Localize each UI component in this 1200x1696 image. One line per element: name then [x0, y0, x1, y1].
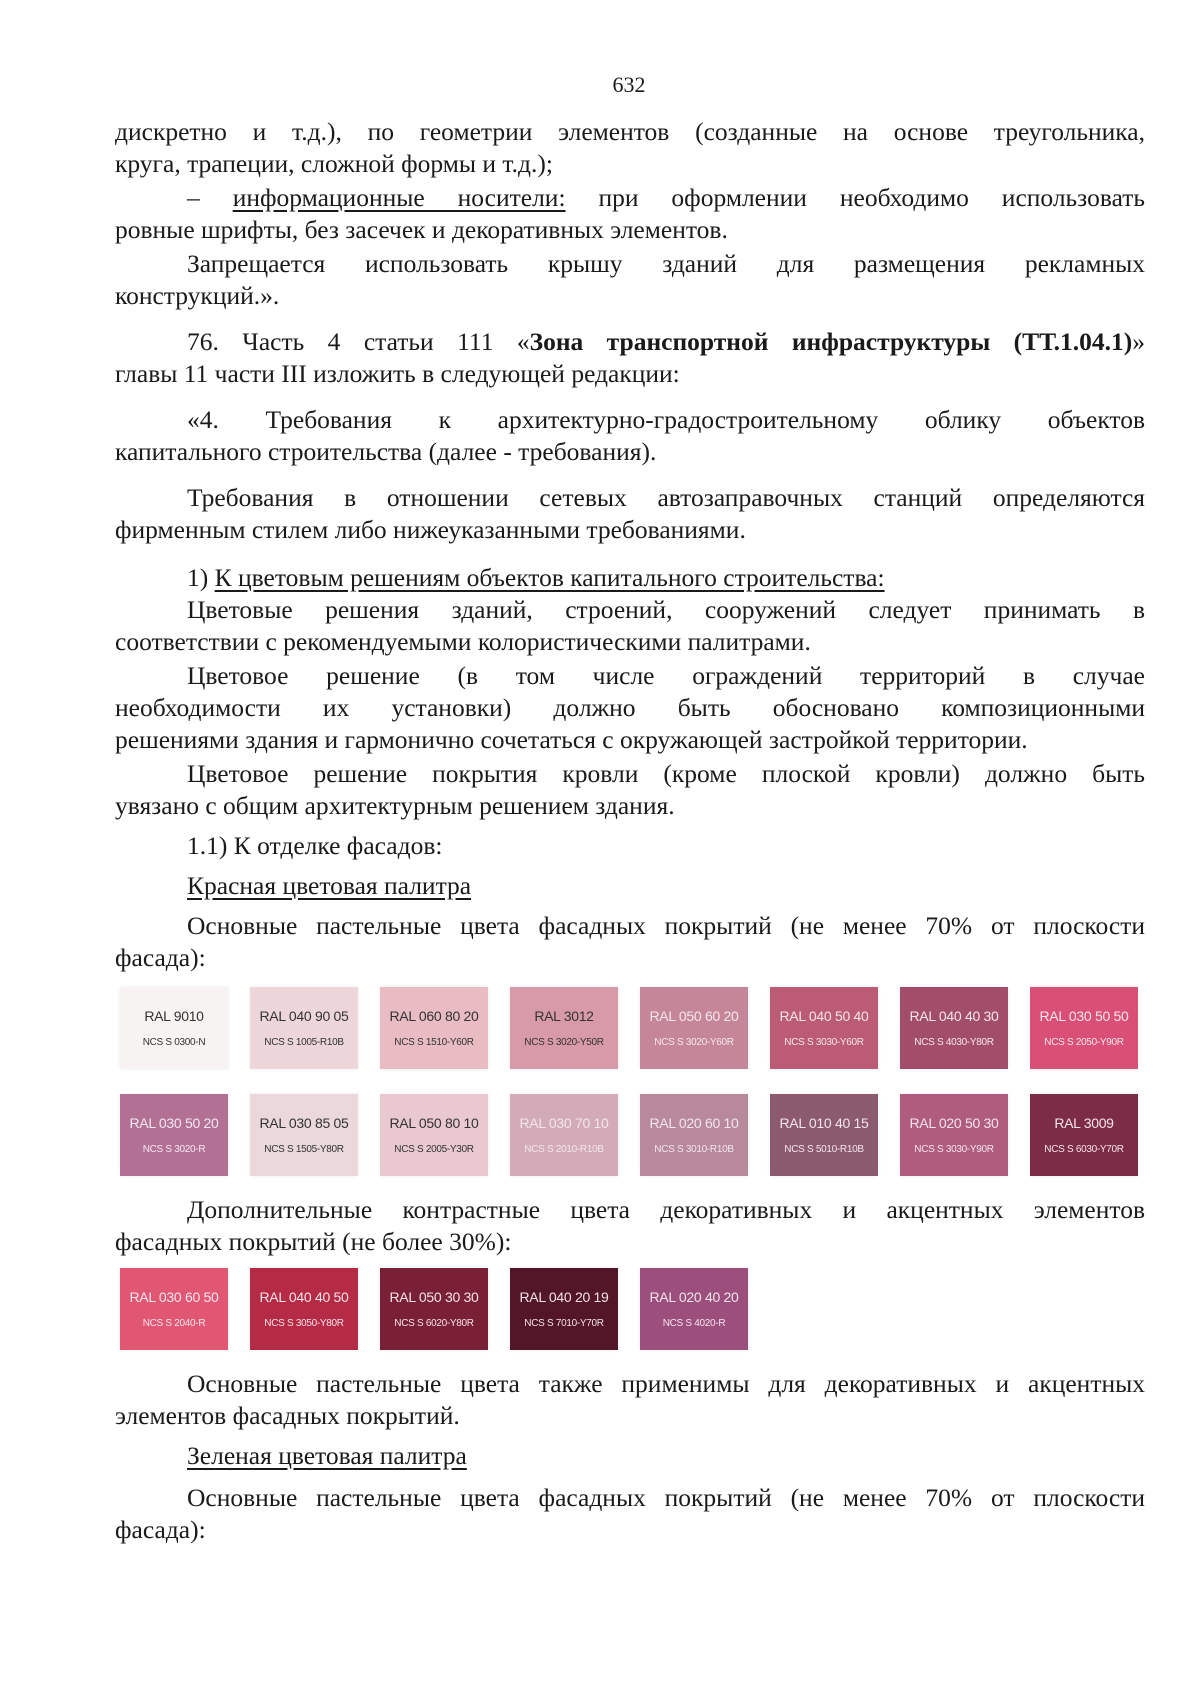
text-line: фасада):: [115, 1515, 206, 1544]
page-number: 632: [612, 72, 646, 97]
ral-code: RAL 9010: [144, 1008, 204, 1024]
text-span: »: [1132, 327, 1145, 356]
ral-code: RAL 3009: [1054, 1115, 1114, 1131]
color-swatch: [770, 987, 878, 1069]
color-swatch: [640, 1094, 748, 1176]
color-swatch: [120, 1094, 228, 1176]
text-line: Основные пастельные цвета фасадных покрытий (не менее 70% от плоскости: [187, 1483, 1145, 1512]
ral-code: RAL 050 30 30: [389, 1289, 479, 1305]
color-swatch: [900, 987, 1008, 1069]
ncs-code: NCS S 0300-N: [142, 1037, 206, 1048]
ncs-code: NCS S 3010-R10B: [654, 1144, 734, 1155]
text-line: увязано с общим архитектурным решением здания.: [115, 791, 675, 820]
text-line: Основные пастельные цвета также применимы для декоративных и акцентных: [187, 1369, 1145, 1398]
ncs-code: NCS S 2040-R: [142, 1318, 206, 1329]
text-line: Дополнительные контрастные цвета декоративных и акцентных элементов: [187, 1195, 1145, 1224]
ncs-code: NCS S 4030-Y80R: [914, 1037, 994, 1048]
text-line: дискретно и т.д.), по геометрии элементов (созданные на основе треугольника,: [115, 117, 1145, 146]
ral-code: RAL 3012: [534, 1008, 594, 1024]
ncs-code: NCS S 5010-R10B: [784, 1144, 864, 1155]
text-line: элементов фасадных покрытий.: [115, 1401, 460, 1430]
text-line: Цветовое решение (в том числе ограждений территорий в случае: [187, 661, 1145, 690]
ral-code: RAL 040 40 30: [909, 1008, 999, 1024]
color-swatch: [510, 987, 618, 1069]
color-swatch: [380, 1094, 488, 1176]
ral-code: RAL 030 70 10: [519, 1115, 609, 1131]
ncs-code: NCS S 3020-Y60R: [654, 1037, 734, 1048]
color-swatch: [250, 987, 358, 1069]
ncs-code: NCS S 3030-Y90R: [914, 1144, 994, 1155]
text-line: [187, 326, 1145, 358]
ral-code: RAL 040 90 05: [259, 1008, 349, 1024]
color-swatch: [120, 987, 228, 1069]
color-swatch: [770, 1094, 878, 1176]
ncs-code: NCS S 6030-Y70R: [1044, 1144, 1124, 1155]
ral-code: RAL 040 20 19: [519, 1289, 609, 1305]
text-line: главы 11 части III изложить в следующей редакции:: [115, 359, 680, 388]
text-line: Требования в отношении сетевых автозаправочных станций определяются: [187, 483, 1145, 512]
color-swatch: [640, 1268, 748, 1350]
color-swatch: [640, 987, 748, 1069]
text-line: Цветовое решение покрытия кровли (кроме плоской кровли) должно быть: [187, 759, 1145, 788]
text-line: Основные пастельные цвета фасадных покрытий (не менее 70% от плоскости: [187, 911, 1145, 940]
text-line: решениями здания и гармонично сочетаться с окружающей застройкой территории.: [115, 725, 1028, 754]
ncs-code: NCS S 2005-Y30R: [394, 1144, 474, 1155]
ncs-code: NCS S 3020-Y50R: [524, 1037, 604, 1048]
ral-code: RAL 050 80 10: [389, 1115, 479, 1131]
section-heading: [187, 562, 1145, 594]
palette-heading-green: Зеленая цветовая палитра: [187, 1441, 467, 1470]
text-line: Запрещается использовать крышу зданий для размещения рекламных: [187, 249, 1145, 278]
underlined-heading: К цветовым решениям объектов капитального строительства:: [214, 563, 885, 592]
text-line: фасадных покрытий (не более 30%):: [115, 1227, 512, 1256]
ral-code: RAL 050 60 20: [649, 1008, 739, 1024]
underlined-term: информационные носители:: [232, 183, 566, 212]
color-swatch: [510, 1268, 618, 1350]
ral-code: RAL 060 80 20: [389, 1008, 479, 1024]
ncs-code: NCS S 2050-Y90R: [1044, 1037, 1124, 1048]
color-swatch: [120, 1268, 228, 1350]
color-swatch: [250, 1094, 358, 1176]
palette-heading-red: Красная цветовая палитра: [187, 871, 472, 900]
text-span: 1): [187, 563, 215, 592]
color-swatch: [380, 1268, 488, 1350]
bold-zone-title: Зона транспортной инфраструктуры (ТТ.1.04.1): [529, 327, 1133, 356]
ral-code: RAL 030 50 50: [1039, 1008, 1129, 1024]
color-swatch: [510, 1094, 618, 1176]
ral-code: RAL 030 50 20: [129, 1115, 219, 1131]
ral-code: RAL 020 60 10: [649, 1115, 739, 1131]
ral-code: RAL 030 60 50: [129, 1289, 219, 1305]
ncs-code: NCS S 1505-Y80R: [264, 1144, 344, 1155]
color-swatch: [380, 987, 488, 1069]
ncs-code: NCS S 4020-R: [662, 1318, 726, 1329]
subsection-heading: 1.1) К отделке фасадов:: [187, 831, 443, 860]
text-line: «4. Требования к архитектурно-градостроительному облику объектов: [187, 405, 1145, 434]
ral-code: RAL 040 40 50: [259, 1289, 349, 1305]
text-line: ровные шрифты, без засечек и декоративных элементов.: [115, 215, 728, 244]
ncs-code: NCS S 7010-Y70R: [524, 1318, 604, 1329]
text-line: фирменным стилем либо нижеуказанными требованиями.: [115, 515, 746, 544]
text-span: при оформлении необходимо использовать: [565, 183, 1145, 212]
color-swatch: [250, 1268, 358, 1350]
ral-code: RAL 030 85 05: [259, 1115, 349, 1131]
text-line: круга, трапеции, сложной формы и т.д.);: [115, 149, 553, 178]
text-line: фасада):: [115, 943, 206, 972]
text-line: Цветовые решения зданий, строений, сооружений следует принимать в: [187, 595, 1145, 624]
ral-code: RAL 020 50 30: [909, 1115, 999, 1131]
color-swatch: [1030, 1094, 1138, 1176]
color-swatch: [1030, 987, 1138, 1069]
text-line: капитального строительства (далее - требования).: [115, 437, 657, 466]
ral-code: RAL 010 40 15: [779, 1115, 869, 1131]
ncs-code: NCS S 2010-R10B: [524, 1144, 604, 1155]
ncs-code: NCS S 3030-Y60R: [784, 1037, 864, 1048]
text-line: необходимости их установки) должно быть обосновано композиционными: [115, 693, 1145, 722]
text-line: конструкций.».: [115, 281, 280, 310]
ral-code: RAL 020 40 20: [649, 1289, 739, 1305]
text-line: [187, 182, 1145, 214]
ral-code: RAL 040 50 40: [779, 1008, 869, 1024]
text-span: –: [187, 183, 233, 212]
ncs-code: NCS S 1510-Y60R: [394, 1037, 474, 1048]
ncs-code: NCS S 1005-R10B: [264, 1037, 344, 1048]
color-swatch: [900, 1094, 1008, 1176]
text-span: 76. Часть 4 статьи 111 «: [187, 327, 530, 356]
ncs-code: NCS S 6020-Y80R: [394, 1318, 474, 1329]
ncs-code: NCS S 3050-Y80R: [264, 1318, 344, 1329]
ncs-code: NCS S 3020-R: [142, 1144, 206, 1155]
text-line: соответствии с рекомендуемыми колористическими палитрами.: [115, 627, 811, 656]
